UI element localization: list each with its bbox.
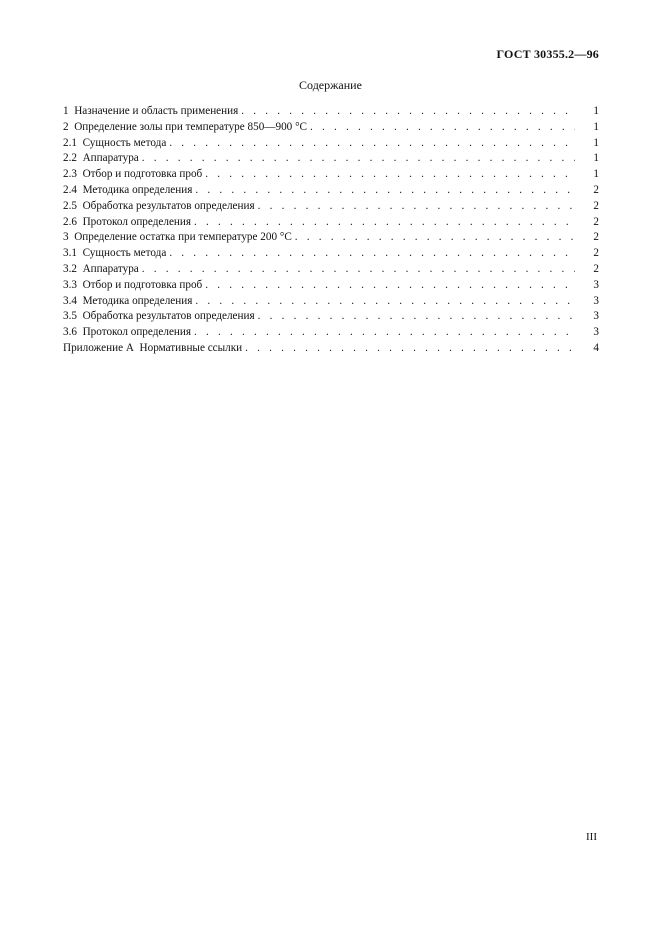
toc-entry[interactable]: [63, 262, 599, 278]
toc-entry[interactable]: [63, 278, 599, 294]
dot-leader: [194, 325, 575, 341]
toc-entry-text: 2.2 Аппаратура: [63, 152, 139, 165]
toc-entry[interactable]: [63, 120, 599, 136]
toc-entry-text: 3.2 Аппаратура: [63, 262, 139, 275]
toc-entry-text: 3.6 Протокол определения: [63, 326, 192, 339]
toc-entry-text: 1 Назначение и область применения: [63, 105, 239, 117]
dot-leader: [195, 294, 575, 310]
dot-leader: [295, 230, 575, 246]
toc-entry[interactable]: [63, 294, 599, 310]
toc-entry-text: 3.5 Обработка результатов определения: [63, 310, 255, 323]
toc-entry-text: 2 Определение золы при температуре 850—900 °С: [63, 120, 307, 133]
dot-leader: [142, 151, 575, 167]
dot-leader: [142, 262, 575, 278]
toc-entry[interactable]: [63, 136, 599, 152]
dot-leader: [169, 246, 575, 262]
toc-entry-text: 2.4 Методика определения: [63, 183, 193, 196]
dot-leader: [258, 199, 575, 215]
toc-entry[interactable]: [63, 230, 599, 246]
toc-entry[interactable]: [63, 341, 599, 357]
toc-entry[interactable]: [63, 183, 599, 199]
dot-leader: [194, 215, 575, 231]
toc-entry-text: Приложение А Нормативные ссылки: [63, 341, 243, 354]
toc-entry-page: 2: [593, 183, 599, 196]
toc-entry-page: 1: [593, 136, 599, 149]
dot-leader: [205, 167, 575, 183]
toc-entry-page: 2: [593, 247, 599, 260]
toc-entry-page: 2: [593, 199, 599, 212]
toc-entry-text: 3.4 Методика определения: [63, 294, 193, 307]
toc-entry-page: 1: [593, 168, 599, 181]
toc-entry-text: 3.1 Сущность метода: [63, 247, 167, 260]
toc-entry-page: 4: [593, 341, 599, 354]
toc-entry-page: 3: [593, 326, 599, 339]
toc-entry-page: 1: [593, 105, 599, 117]
standard-code: ГОСТ 30355.2—96: [496, 47, 599, 61]
toc-entry-text: 2.3 Отбор и подготовка проб: [63, 168, 203, 181]
toc-entry[interactable]: [63, 309, 599, 325]
toc-entry-page: 2: [593, 262, 599, 275]
toc-entry[interactable]: [63, 104, 599, 120]
toc-entry-text: 3.3 Отбор и подготовка проб: [63, 278, 203, 291]
toc-entry[interactable]: [63, 167, 599, 183]
toc-entry[interactable]: [63, 151, 599, 167]
toc-entry-text: 2.6 Протокол определения: [63, 215, 192, 228]
table-of-contents: [63, 104, 599, 357]
dot-leader: [169, 136, 575, 152]
dot-leader: [195, 183, 575, 199]
toc-entry-page: 1: [593, 120, 599, 133]
toc-entry-text: 2.5 Обработка результатов определения: [63, 199, 255, 212]
toc-entry-page: 2: [593, 215, 599, 228]
toc-entry-text: 3 Определение остатка при температуре 200 °С: [63, 231, 292, 244]
dot-leader: [258, 309, 575, 325]
toc-entry[interactable]: [63, 215, 599, 231]
toc-entry-text: 2.1 Сущность метода: [63, 136, 167, 149]
dot-leader: [205, 278, 575, 294]
toc-entry[interactable]: [63, 325, 599, 341]
page-number: III: [586, 831, 597, 843]
toc-entry-page: 1: [593, 152, 599, 165]
toc-entry[interactable]: [63, 199, 599, 215]
toc-entry-page: 3: [593, 278, 599, 291]
dot-leader: [245, 341, 575, 357]
dot-leader: [310, 120, 575, 136]
toc-title: Содержание: [299, 78, 362, 92]
toc-entry[interactable]: [63, 246, 599, 262]
toc-entry-page: 3: [593, 294, 599, 307]
dot-leader: [241, 104, 575, 120]
toc-entry-page: 3: [593, 310, 599, 323]
toc-entry-page: 2: [593, 231, 599, 244]
